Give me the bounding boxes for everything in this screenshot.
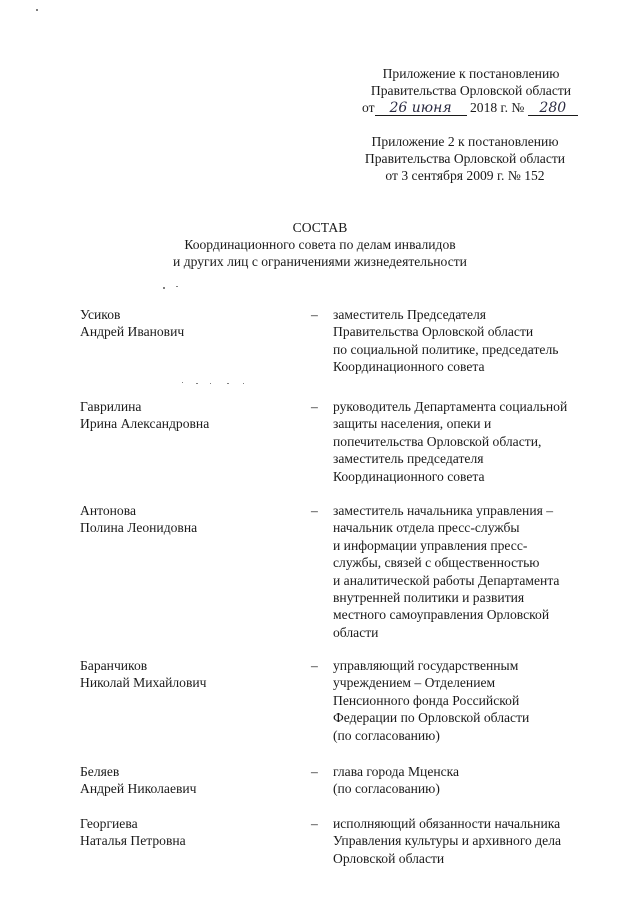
handwritten-number	[528, 101, 578, 116]
role-line: попечительства Орловской области,	[333, 433, 542, 449]
appendix-line-1: Приложение к постановлению	[382, 66, 560, 81]
role-line: заместитель Председателя	[333, 307, 487, 322]
member-given-names: Ирина Александровна	[80, 416, 210, 432]
role-line: защиты населения, опеки и	[333, 416, 492, 432]
member-dash: –	[311, 764, 318, 779]
member-dash: –	[311, 399, 318, 414]
member-name	[80, 502, 290, 537]
member-role	[333, 763, 618, 798]
role-line: Координационного совета	[333, 359, 485, 375]
member-dash: –	[311, 658, 318, 673]
role-line: (по согласованию)	[333, 781, 440, 797]
member-role	[333, 502, 618, 641]
document-subtitle-line-2: и других лиц с ограничениями жизнедеятельности	[173, 254, 467, 269]
member-surname: Усиков	[80, 307, 121, 322]
member-role	[333, 815, 618, 867]
role-line: исполняющий обязанности начальника	[333, 816, 561, 831]
member-surname: Беляев	[80, 764, 120, 779]
role-line: Федерации по Орловской области	[333, 710, 530, 726]
appendix2-line-2: Правительства Орловской области	[364, 151, 566, 166]
role-line: глава города Мценска	[333, 764, 460, 779]
member-role	[333, 306, 618, 376]
role-line: области	[333, 624, 379, 640]
scan-speck	[176, 286, 178, 287]
member-name	[80, 763, 290, 798]
role-line: учреждением – Отделением	[333, 675, 496, 691]
role-line: Правительства Орловской области	[333, 324, 534, 340]
appendix-line-2: Правительства Орловской области	[370, 83, 572, 98]
date-year: 2018 г. №	[469, 100, 525, 115]
role-line: управляющий государственным	[333, 658, 519, 673]
handwritten-date-text: 26 июня	[389, 100, 452, 116]
role-line: Управления культуры и архивного дела	[333, 833, 562, 849]
member-given-names: Полина Леонидовна	[80, 520, 198, 536]
handwritten-number-text: 280	[539, 100, 567, 116]
member-dash: –	[311, 816, 318, 831]
member-given-names: Николай Михайлович	[80, 675, 207, 691]
document-subtitle-line-1: Координационного совета по делам инвалидов	[184, 237, 456, 252]
member-surname: Гаврилина	[80, 399, 142, 414]
document-title: СОСТАВ	[292, 220, 348, 235]
member-surname: Георгиева	[80, 816, 138, 831]
scan-speck	[36, 9, 38, 11]
member-name	[80, 398, 290, 433]
member-name	[80, 815, 290, 850]
appendix2-line-1: Приложение 2 к постановлению	[371, 134, 559, 149]
scan-speck	[163, 287, 165, 289]
member-given-names: Андрей Иванович	[80, 324, 185, 340]
appendix2-line-3: от 3 сентября 2009 г. № 152	[385, 168, 545, 183]
role-line: внутренней политики и развития	[333, 589, 525, 605]
member-dash: –	[311, 307, 318, 322]
date-prefix: от	[362, 100, 375, 115]
role-line: заместитель начальника управления –	[333, 503, 554, 518]
role-line: заместитель председателя	[333, 451, 484, 467]
appendix-date-line	[362, 99, 578, 116]
scan-speck	[243, 383, 244, 384]
member-role	[333, 657, 618, 744]
scan-speck	[210, 383, 211, 384]
handwritten-date	[375, 101, 467, 116]
role-line: Координационного совета	[333, 468, 485, 484]
role-line: местного самоуправления Орловской	[333, 607, 550, 623]
scan-speck	[182, 382, 183, 383]
role-line: руководитель Департамента социальной	[333, 399, 568, 414]
member-dash: –	[311, 503, 318, 518]
role-line: службы, связей с общественностью	[333, 555, 540, 571]
member-given-names: Наталья Петровна	[80, 833, 186, 849]
role-line: начальник отдела пресс-службы	[333, 520, 520, 536]
member-given-names: Андрей Николаевич	[80, 781, 197, 797]
scan-speck	[227, 383, 229, 384]
role-line: и аналитической работы Департамента	[333, 572, 560, 588]
role-line: Пенсионного фонда Российской	[333, 692, 520, 708]
role-line: по социальной политике, председатель	[333, 341, 559, 357]
member-name	[80, 306, 290, 341]
scan-speck	[196, 383, 198, 384]
member-role	[333, 398, 618, 485]
member-name	[80, 657, 290, 692]
member-surname: Антонова	[80, 503, 136, 518]
role-line: и информации управления пресс-	[333, 537, 528, 553]
role-line: Орловской области	[333, 850, 445, 866]
member-surname: Баранчиков	[80, 658, 148, 673]
role-line: (по согласованию)	[333, 727, 440, 743]
